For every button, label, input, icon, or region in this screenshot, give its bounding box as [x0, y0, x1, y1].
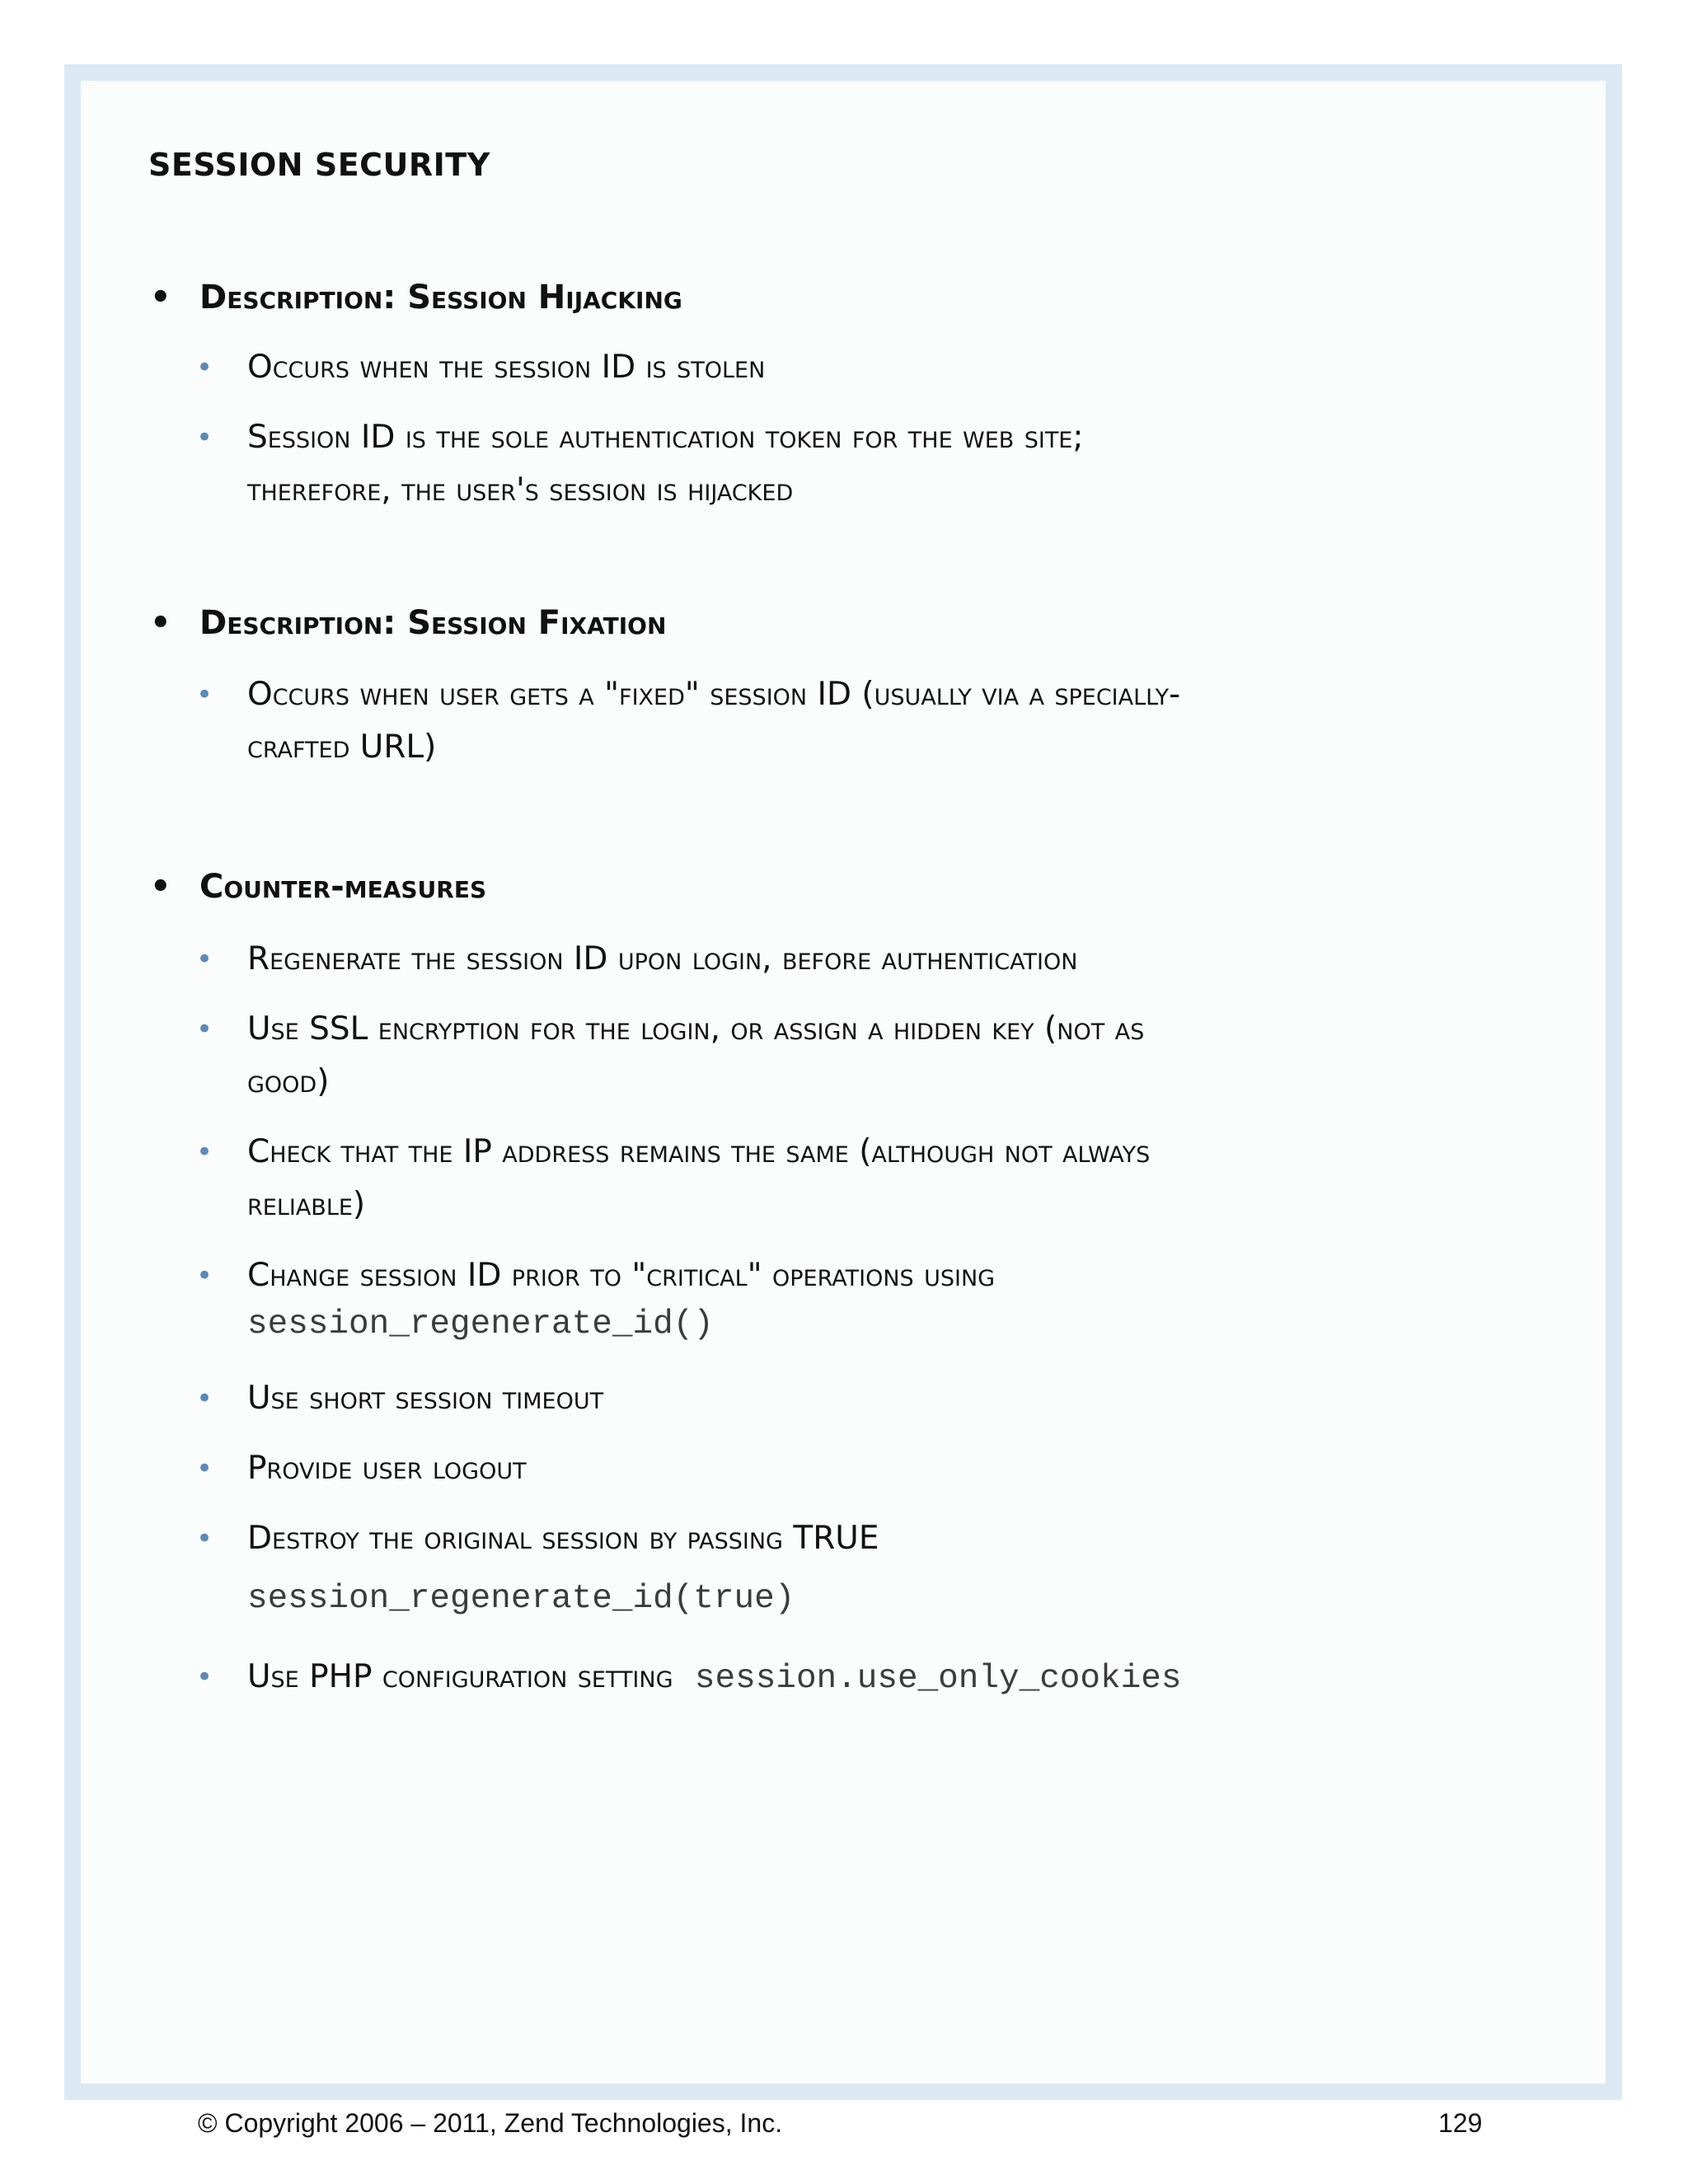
list-item-line: Destroy the original session by passing TRUE: [247, 1520, 879, 1557]
list-item-text: [247, 411, 1533, 517]
bullet-icon: •: [150, 604, 171, 642]
list-item-line: Check that the IP address remains the same (although not always: [247, 1133, 1151, 1170]
section-heading-label: Description: Session Fixation: [199, 604, 667, 642]
list-item-text: [247, 1442, 1533, 1495]
list-item-line: good): [247, 1063, 330, 1100]
list-item-text: [247, 1126, 1533, 1231]
footer-copyright: © Copyright 2006 – 2011, Zend Technologies, Inc.: [198, 2108, 783, 2138]
bullet-icon: •: [196, 1013, 213, 1046]
list-item-line: [247, 1651, 1533, 1705]
list-item-text: [247, 1651, 1533, 1705]
bullet-icon: •: [196, 351, 213, 384]
list-item-line: reliable): [247, 1186, 366, 1223]
page-title: SESSION SECURITY: [148, 147, 490, 183]
list-item-text: [247, 668, 1533, 774]
list-item-line: crafted URL): [247, 729, 437, 766]
list-item-line: Regenerate the session ID upon login, before authentication: [247, 940, 1078, 977]
list-item-label: Use PHP configuration setting: [247, 1658, 673, 1695]
list-item-text: [247, 1249, 1533, 1347]
list-item-text: [247, 1372, 1533, 1425]
code-snippet: session_regenerate_id(true): [247, 1580, 795, 1618]
list-item-line: Provide user logout: [247, 1450, 527, 1487]
bullet-icon: •: [150, 279, 171, 316]
list-item-line: Change session ID prior to "critical" operations using: [247, 1257, 996, 1294]
code-snippet: session_regenerate_id(): [247, 1305, 714, 1343]
list-item-line: Use short session timeout: [247, 1380, 604, 1417]
page-number: 129: [1438, 2108, 1483, 2138]
list-item-text: [247, 933, 1533, 986]
bullet-icon: •: [196, 943, 213, 976]
bullet-icon: •: [196, 1522, 213, 1555]
list-item-text: [247, 341, 1533, 394]
list-item-line: Occurs when user gets a "fixed" session ID (usually via a specially-: [247, 676, 1181, 713]
bullet-icon: •: [196, 1382, 213, 1415]
bullet-icon: •: [196, 678, 213, 711]
list-item-text: [247, 1512, 1533, 1633]
section-heading-label: Description: Session Hijacking: [199, 279, 682, 316]
bullet-icon: •: [196, 1136, 213, 1169]
section-heading-label: Counter-measures: [199, 868, 487, 906]
bullet-icon: •: [150, 868, 171, 906]
list-item-line: Use SSL encryption for the login, or assign a hidden key (not as: [247, 1010, 1145, 1047]
bullet-icon: •: [196, 1661, 213, 1694]
code-snippet: session.use_only_cookies: [694, 1660, 1182, 1698]
list-item-text: [247, 1003, 1533, 1108]
bullet-icon: •: [196, 1452, 213, 1485]
bullet-icon: •: [196, 421, 213, 454]
list-item-line: Occurs when the session ID is stolen: [247, 349, 766, 386]
list-item-line: Session ID is the sole authentication token for the web site;: [247, 419, 1084, 456]
bullet-icon: •: [196, 1259, 213, 1292]
list-item-line: therefore, the user's session is hijacked: [247, 471, 794, 509]
